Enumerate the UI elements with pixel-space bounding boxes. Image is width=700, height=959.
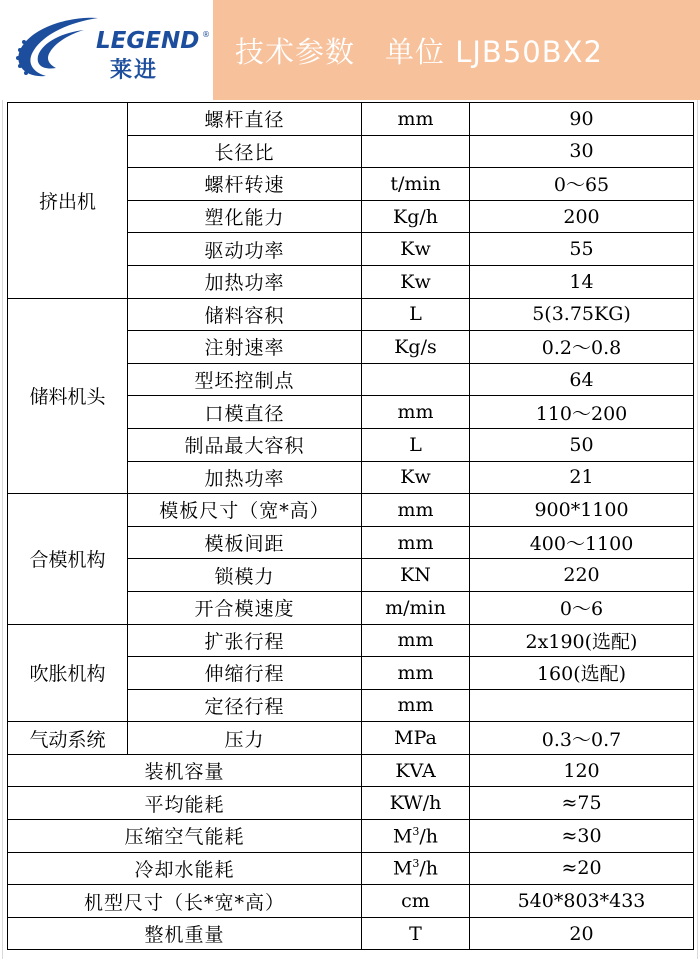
param-name: 装机容量 bbox=[8, 754, 362, 787]
param-unit: L bbox=[362, 298, 470, 331]
param-unit: mm bbox=[362, 526, 470, 559]
param-name: 口模直径 bbox=[128, 396, 362, 429]
param-unit: Kg/s bbox=[362, 331, 470, 364]
spec-table bbox=[7, 102, 694, 950]
param-value: ≈30 bbox=[470, 820, 694, 853]
param-unit: KN bbox=[362, 559, 470, 592]
param-value: 55 bbox=[470, 233, 694, 266]
group-label: 气动系统 bbox=[8, 722, 128, 755]
group-label: 储料机头 bbox=[8, 298, 128, 494]
param-unit bbox=[362, 135, 470, 168]
unit-superscript: 3 bbox=[412, 857, 420, 871]
param-value: 20 bbox=[470, 917, 694, 950]
left-gridline bbox=[2, 0, 3, 959]
param-name: 开合模速度 bbox=[128, 591, 362, 624]
param-value: 14 bbox=[470, 265, 694, 298]
logo-chinese-text: 莱进 bbox=[110, 58, 159, 83]
param-value bbox=[470, 689, 694, 722]
param-unit: t/min bbox=[362, 168, 470, 201]
param-value: 0.3～0.7 bbox=[470, 722, 694, 755]
param-value: 900*1100 bbox=[470, 494, 694, 527]
param-value: ≈75 bbox=[470, 787, 694, 820]
page-title: 技术参数 单位 LJB50BX2 bbox=[235, 35, 603, 69]
param-name: 锁模力 bbox=[128, 559, 362, 592]
param-unit: mm bbox=[362, 689, 470, 722]
param-name: 机型尺寸（长*宽*高） bbox=[8, 885, 362, 918]
param-unit: mm bbox=[362, 657, 470, 690]
param-value: 540*803*433 bbox=[470, 885, 694, 918]
param-name: 注射速率 bbox=[128, 331, 362, 364]
param-name: 驱动功率 bbox=[128, 233, 362, 266]
param-value: 0～6 bbox=[470, 591, 694, 624]
param-unit: mm bbox=[362, 396, 470, 429]
table-row bbox=[8, 298, 694, 331]
param-unit: m/min bbox=[362, 591, 470, 624]
param-unit: Kw bbox=[362, 233, 470, 266]
param-unit: Kg/h bbox=[362, 200, 470, 233]
param-value: 220 bbox=[470, 559, 694, 592]
param-value: 110～200 bbox=[470, 396, 694, 429]
unit-superscript: 3 bbox=[412, 824, 420, 838]
logo bbox=[0, 0, 213, 100]
param-unit: T bbox=[362, 917, 470, 950]
param-name: 螺杆转速 bbox=[128, 168, 362, 201]
param-name: 伸缩行程 bbox=[128, 657, 362, 690]
param-name: 模板尺寸（宽*高） bbox=[128, 494, 362, 527]
title-banner bbox=[213, 0, 700, 100]
unit-tail: /h bbox=[419, 825, 439, 848]
param-unit: KW/h bbox=[362, 787, 470, 820]
param-value: ≈20 bbox=[470, 852, 694, 885]
param-unit: MPa bbox=[362, 722, 470, 755]
param-name: 塑化能力 bbox=[128, 200, 362, 233]
param-unit: Kw bbox=[362, 461, 470, 494]
param-name: 平均能耗 bbox=[8, 787, 362, 820]
table-row bbox=[8, 787, 694, 820]
logo-registered-mark: ® bbox=[202, 30, 210, 39]
param-unit: L bbox=[362, 428, 470, 461]
table-row bbox=[8, 754, 694, 787]
header bbox=[0, 0, 700, 100]
param-name: 长径比 bbox=[128, 135, 362, 168]
param-value: 90 bbox=[470, 103, 694, 136]
unit-base: M bbox=[392, 825, 413, 848]
param-name: 模板间距 bbox=[128, 526, 362, 559]
param-name: 制品最大容积 bbox=[128, 428, 362, 461]
param-value: 50 bbox=[470, 428, 694, 461]
param-unit bbox=[362, 820, 470, 853]
param-value: 160(选配) bbox=[470, 657, 694, 690]
table-row bbox=[8, 885, 694, 918]
param-name: 定径行程 bbox=[128, 689, 362, 722]
param-name: 螺杆直径 bbox=[128, 103, 362, 136]
param-value: 5(3.75KG) bbox=[470, 298, 694, 331]
param-unit: Kw bbox=[362, 265, 470, 298]
param-value: 64 bbox=[470, 363, 694, 396]
param-name: 型坯控制点 bbox=[128, 363, 362, 396]
table-row bbox=[8, 852, 694, 885]
table-row bbox=[8, 624, 694, 657]
unit-base: M bbox=[392, 857, 413, 880]
param-value: 120 bbox=[470, 754, 694, 787]
param-unit: mm bbox=[362, 103, 470, 136]
param-value: 21 bbox=[470, 461, 694, 494]
table-row bbox=[8, 103, 694, 136]
param-unit bbox=[362, 852, 470, 885]
group-label: 挤出机 bbox=[8, 103, 128, 299]
param-name: 冷却水能耗 bbox=[8, 852, 362, 885]
param-name: 压力 bbox=[128, 722, 362, 755]
param-value: 200 bbox=[470, 200, 694, 233]
table-row bbox=[8, 820, 694, 853]
param-unit: mm bbox=[362, 624, 470, 657]
param-value: 30 bbox=[470, 135, 694, 168]
param-name: 加热功率 bbox=[128, 461, 362, 494]
param-name: 扩张行程 bbox=[128, 624, 362, 657]
param-unit bbox=[362, 363, 470, 396]
param-name: 储料容积 bbox=[128, 298, 362, 331]
param-name: 整机重量 bbox=[8, 917, 362, 950]
param-value: 400～1100 bbox=[470, 526, 694, 559]
unit-tail: /h bbox=[419, 857, 439, 880]
param-unit: KVA bbox=[362, 754, 470, 787]
table-row bbox=[8, 722, 694, 755]
param-name: 加热功率 bbox=[128, 265, 362, 298]
group-label: 合模机构 bbox=[8, 494, 128, 624]
param-value: 2x190(选配) bbox=[470, 624, 694, 657]
param-unit: cm bbox=[362, 885, 470, 918]
logo-swoosh-icon bbox=[12, 12, 102, 86]
logo-brand-text: LEGEND bbox=[96, 28, 200, 54]
param-value: 0～65 bbox=[470, 168, 694, 201]
right-gridline bbox=[697, 0, 698, 959]
group-label: 吹胀机构 bbox=[8, 624, 128, 722]
param-unit: mm bbox=[362, 494, 470, 527]
param-name: 压缩空气能耗 bbox=[8, 820, 362, 853]
param-value: 0.2～0.8 bbox=[470, 331, 694, 364]
table-row bbox=[8, 494, 694, 527]
table-row bbox=[8, 917, 694, 950]
